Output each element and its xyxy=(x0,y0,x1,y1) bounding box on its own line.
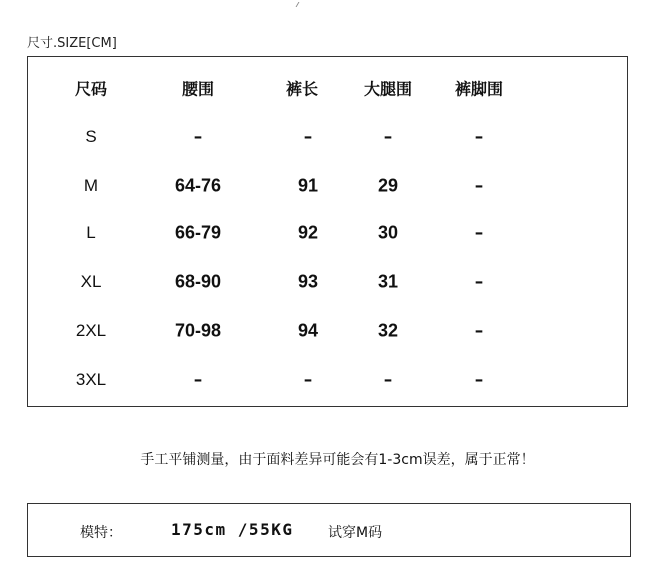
size-cell: 3XL xyxy=(75,370,107,389)
length-cell: 93 xyxy=(297,271,319,292)
thigh-cell: 31 xyxy=(377,271,399,292)
leg-opening-cell: – xyxy=(474,272,484,292)
header-size: 尺码 xyxy=(74,79,108,99)
waist-cell: 66-79 xyxy=(174,222,222,243)
waist-cell: – xyxy=(193,370,203,390)
leg-opening-cell: – xyxy=(474,176,484,196)
thigh-cell: 29 xyxy=(377,175,399,196)
waist-cell: 64-76 xyxy=(174,175,222,196)
model-label: 模特： xyxy=(80,525,122,541)
thigh-cell: 30 xyxy=(377,222,399,243)
length-cell: 91 xyxy=(297,175,319,196)
header-thigh: 大腿围 xyxy=(363,79,413,99)
size-chart-title: 尺寸.SIZE[CM] xyxy=(27,36,117,51)
length-cell: 92 xyxy=(297,222,319,243)
size-cell: S xyxy=(85,127,97,146)
top-tick-mark xyxy=(296,2,304,7)
model-measurements: 175cm /55KG xyxy=(171,520,294,539)
leg-opening-cell: – xyxy=(474,370,484,390)
thigh-cell: – xyxy=(383,370,393,390)
measurement-note: 手工平铺测量，由于面料差异可能会有1-3cm误差，属于正常！ xyxy=(140,452,535,468)
length-cell: – xyxy=(303,127,313,147)
waist-cell: 68-90 xyxy=(174,271,222,292)
leg-opening-cell: – xyxy=(474,223,484,243)
leg-opening-cell: – xyxy=(474,127,484,147)
length-cell: 94 xyxy=(297,320,319,341)
waist-cell: 70-98 xyxy=(174,320,222,341)
header-waist: 腰围 xyxy=(181,79,215,99)
size-cell: XL xyxy=(80,272,102,291)
thigh-cell: 32 xyxy=(377,320,399,341)
thigh-cell: – xyxy=(383,127,393,147)
header-length: 裤长 xyxy=(285,79,319,99)
header-leg-opening: 裤脚围 xyxy=(454,79,504,99)
size-cell: L xyxy=(86,223,96,242)
size-cell: 2XL xyxy=(75,321,107,340)
waist-cell: – xyxy=(193,127,203,147)
size-cell: M xyxy=(83,176,99,195)
leg-opening-cell: – xyxy=(474,321,484,341)
model-info-box xyxy=(27,503,631,557)
length-cell: – xyxy=(303,370,313,390)
model-try-on-size: 试穿M码 xyxy=(328,525,383,541)
size-table xyxy=(27,56,628,407)
